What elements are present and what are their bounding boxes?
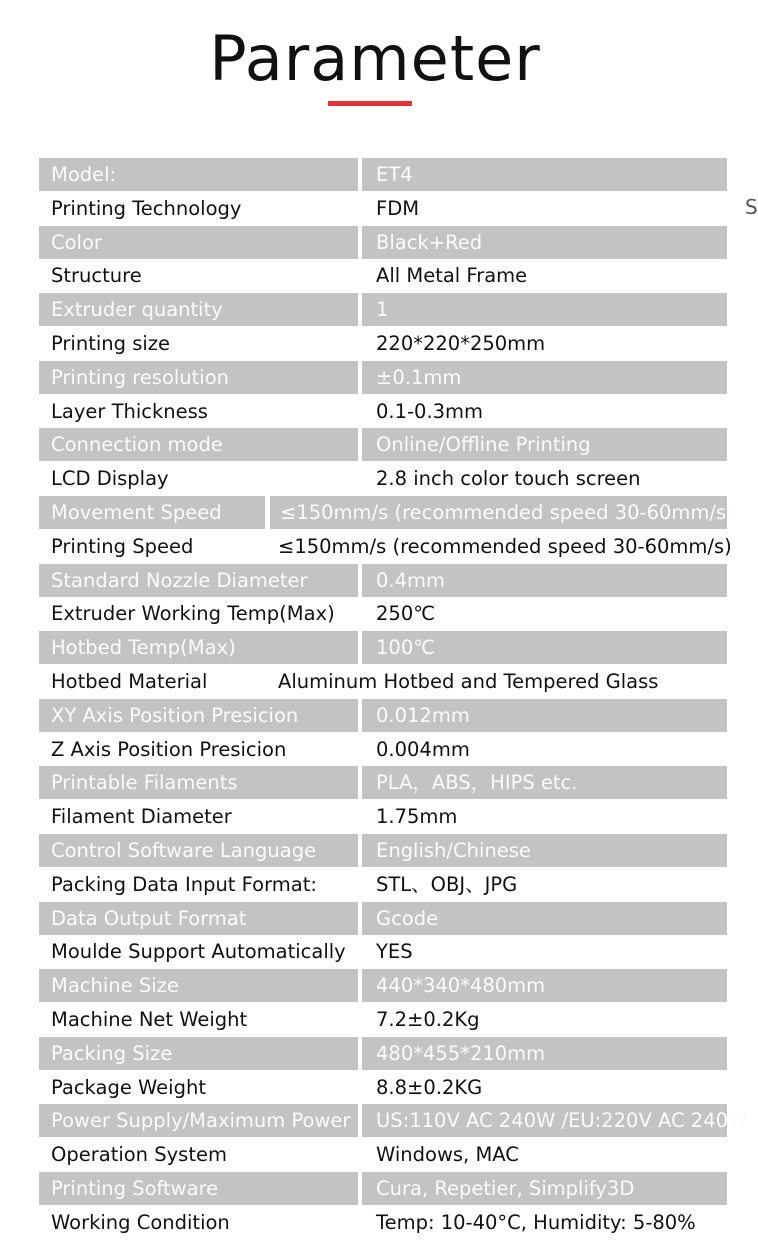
spec-label: Model: (39, 158, 358, 191)
spec-value: YES (376, 940, 413, 964)
spec-value: 250℃ (376, 602, 436, 626)
spec-table (39, 158, 748, 1240)
spec-row (39, 1003, 727, 1037)
spec-label: Filament Diameter (51, 805, 232, 829)
page-title: Parameter (209, 22, 541, 95)
spec-label: Packing Size (39, 1037, 358, 1070)
spec-row (39, 1037, 727, 1071)
spec-label: Operation System (51, 1143, 227, 1167)
spec-value: 1 (362, 293, 727, 326)
spec-row (39, 800, 727, 834)
edge-fragment: S (745, 195, 758, 219)
spec-label: Printable Filaments (39, 766, 358, 799)
spec-row (39, 462, 727, 496)
spec-row (39, 969, 727, 1003)
spec-row (39, 327, 727, 361)
spec-label: Extruder Working Temp(Max) (51, 602, 335, 626)
spec-value: Gcode (362, 902, 727, 935)
spec-row (39, 158, 727, 192)
spec-value: FDM (376, 196, 420, 220)
spec-label: Working Condition (51, 1210, 230, 1234)
spec-row (39, 665, 727, 699)
spec-label: Extruder quantity (39, 293, 358, 326)
spec-value: STL、OBJ、JPG (376, 872, 518, 896)
spec-label: Printing resolution (39, 361, 358, 394)
title-underline-accent (328, 101, 412, 106)
spec-row (39, 293, 727, 327)
spec-row (39, 868, 727, 902)
spec-row (39, 1104, 748, 1138)
spec-label: Structure (51, 264, 142, 288)
spec-label: Machine Size (39, 969, 358, 1002)
spec-row (39, 530, 732, 564)
spec-row (39, 597, 727, 631)
spec-row (39, 1138, 727, 1172)
spec-label: Standard Nozzle Diameter (39, 564, 358, 597)
spec-row (39, 428, 727, 462)
spec-label: Package Weight (51, 1075, 206, 1099)
spec-value: 0.4mm (362, 564, 727, 597)
spec-row (39, 496, 734, 530)
spec-value: Aluminum Hotbed and Tempered Glass (278, 669, 659, 693)
spec-value: 440*340*480mm (362, 969, 727, 1002)
spec-value: 100℃ (362, 631, 727, 664)
spec-row (39, 259, 727, 293)
spec-value: US:110V AC 240W /EU:220V AC 240W (362, 1104, 727, 1137)
spec-value: Black+Red (362, 226, 727, 259)
spec-label: Printing Software (39, 1172, 358, 1205)
spec-row (39, 192, 727, 226)
spec-row (39, 1071, 727, 1105)
spec-label: Movement Speed (39, 496, 265, 529)
spec-value: 0.012mm (362, 699, 727, 732)
spec-row (39, 564, 727, 598)
spec-row (39, 766, 727, 800)
spec-label: Data Output Format (39, 902, 358, 935)
spec-label: Control Software Language (39, 834, 358, 867)
spec-value: All Metal Frame (376, 264, 528, 288)
spec-value: 8.8±0.2KG (376, 1075, 483, 1099)
spec-row (39, 226, 727, 260)
spec-value: 480*455*210mm (362, 1037, 727, 1070)
spec-label: Z Axis Position Presicion (51, 737, 287, 761)
spec-label: Color (39, 226, 358, 259)
spec-label: Packing Data Input Format: (51, 872, 317, 896)
spec-value: 7.2±0.2Kg (376, 1007, 480, 1031)
spec-value: ≤150mm/s (recommended speed 30-60mm/s) (270, 496, 727, 529)
spec-label: Connection mode (39, 428, 358, 461)
spec-row (39, 1172, 727, 1206)
spec-value: 220*220*250mm (376, 331, 546, 355)
spec-value: Windows, MAC (376, 1143, 519, 1167)
spec-value: ≤150mm/s (recommended speed 30-60mm/s) (278, 534, 732, 558)
spec-row (39, 733, 727, 767)
spec-row (39, 631, 727, 665)
spec-row (39, 361, 727, 395)
spec-value: Cura, Repetier, Simplify3D (362, 1172, 727, 1205)
spec-row (39, 1206, 727, 1240)
spec-value: ET4 (362, 158, 727, 191)
spec-label: Printing Technology (51, 196, 242, 220)
spec-row (39, 395, 727, 429)
spec-value: PLA，ABS，HIPS etc. (362, 766, 727, 799)
spec-label: Printing Speed (51, 534, 194, 558)
spec-value: 0.004mm (376, 737, 470, 761)
spec-value: 0.1-0.3mm (376, 399, 484, 423)
spec-label: Machine Net Weight (51, 1007, 248, 1031)
spec-label: Layer Thickness (51, 399, 208, 423)
spec-value: Temp: 10-40°C, Humidity: 5-80% (376, 1210, 696, 1234)
spec-value: English/Chinese (362, 834, 727, 867)
spec-label: LCD Display (51, 467, 169, 491)
spec-row (39, 935, 727, 969)
spec-value: Online/Offline Printing (362, 428, 727, 461)
spec-value: 2.8 inch color touch screen (376, 467, 641, 491)
spec-value: 1.75mm (376, 805, 458, 829)
spec-value: ±0.1mm (362, 361, 727, 394)
spec-row (39, 902, 727, 936)
spec-label: XY Axis Position Presicion (39, 699, 358, 732)
spec-row (39, 834, 727, 868)
spec-label: Hotbed Material (51, 669, 208, 693)
spec-label: Printing size (51, 331, 171, 355)
spec-row (39, 699, 727, 733)
spec-label: Moulde Support Automatically (51, 940, 346, 964)
spec-label: Power Supply/Maximum Power (39, 1104, 358, 1137)
spec-label: Hotbed Temp(Max) (39, 631, 358, 664)
